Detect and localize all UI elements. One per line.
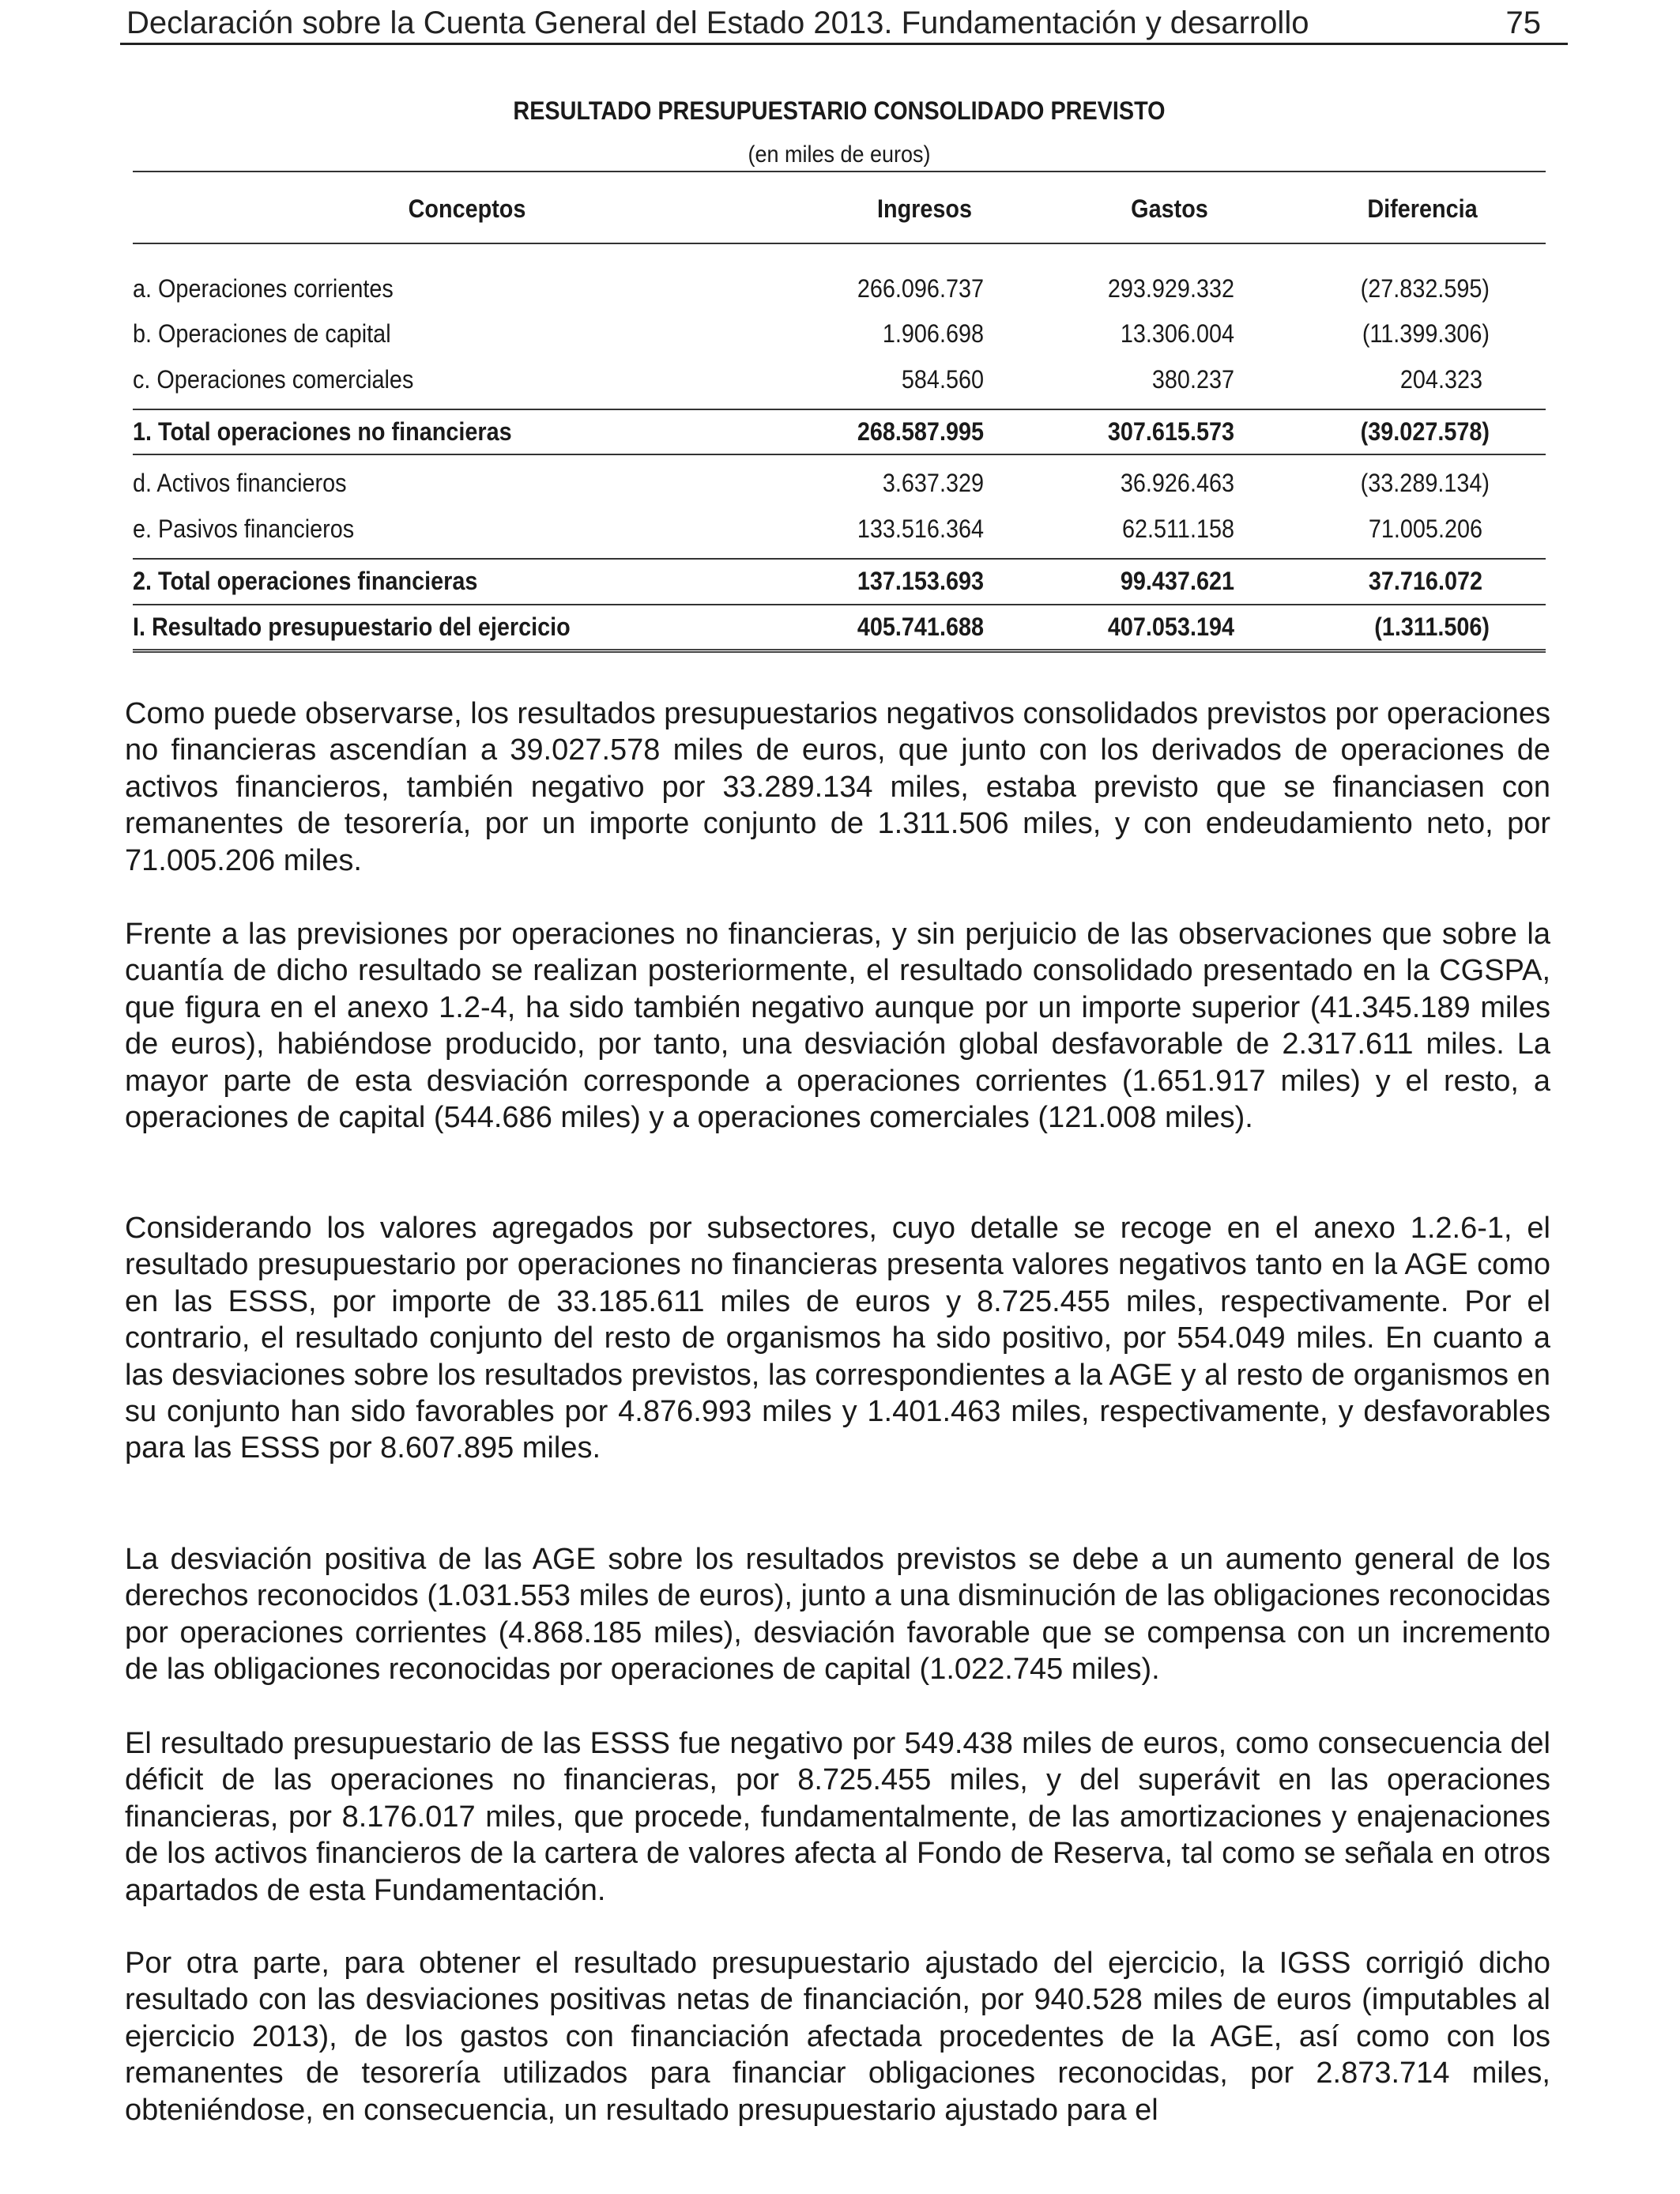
row-gastos: 407.053.194 [1107,613,1234,641]
table-title: RESULTADO PRESUPUESTARIO CONSOLIDADO PREVISTO [513,96,1166,125]
row-gastos: 99.437.621 [1120,567,1234,595]
table-subtitle: (en miles de euros) [748,141,931,168]
row-diferencia: (33.289.134) [1360,469,1490,497]
row-concept: I. Resultado presupuestario del ejercicio [133,613,571,641]
header-conceptos: Conceptos [408,194,526,223]
row-concept: e. Pasivos financieros [133,515,355,543]
row-ingresos: 1.906.698 [882,319,984,348]
row-diferencia: 71.005.206 [1368,515,1482,543]
table-top-rule [133,171,1546,172]
row-gastos: 13.306.004 [1120,319,1234,348]
row-ingresos: 405.741.688 [857,613,984,641]
rule-after-total-1 [133,454,1546,455]
row-diferencia: (27.832.595) [1360,274,1490,303]
page-number: 75 [1505,6,1541,40]
row-concept: d. Activos financieros [133,469,347,497]
header-gastos: Gastos [1131,194,1208,223]
row-concept: 2. Total operaciones financieras [133,567,478,595]
row-gastos: 36.926.463 [1120,469,1234,497]
running-header [120,3,1568,45]
row-ingresos: 584.560 [901,365,984,394]
row-concept: b. Operaciones de capital [133,319,391,348]
paragraph-4: La desviación positiva de las AGE sobre los resultados previstos se debe a un aumento general de los derechos reconocidos (1.031.553 miles de euros), junto a una disminución de las obligaciones reconocidas por operaciones corrientes (4.868.185 miles), desviación favorable que se compensa con un incremento de las obligaciones reconocidas por operaciones de capital (1.022.745 miles). [125,1543,1550,1687]
header-bottom-rule [133,243,1546,244]
row-diferencia: (11.399.306) [1362,319,1490,348]
table-bottom-double-rule [133,649,1546,653]
header-diferencia: Diferencia [1367,194,1478,223]
header-ingresos: Ingresos [876,194,973,223]
row-concept: c. Operaciones comerciales [133,365,414,394]
paragraph-3: Considerando los valores agregados por subsectores, cuyo detalle se recoge en el anexo 1.2.6-1, el resultado presupuestario por operaciones no financieras presenta valores negativos tanto en la AGE como en las ESSS, por importe de 33.185.611 miles de euros y 8.725.455 miles, respectivamente. Por el contrario, el resultado conjunto del resto de organismos ha sido positivo, por 554.049 miles. En cuanto a las desviaciones sobre los resultados previstos, las correspondientes a la AGE y al resto de organismos en su conjunto han sido favorables por 4.876.993 miles y 1.401.463 miles, respectivamente, y desfavorables para las ESSS por 8.607.895 miles. [125,1212,1550,1465]
paragraph-1: Como puede observarse, los resultados presupuestarios negativos consolidados previstos por operaciones no financieras ascendían a 39.027.578 miles de euros, que junto con los derivados de operaciones de activos financieros, también negativo por 33.289.134 miles, estaba previsto que se financiasen con remanentes de tesorería, por un importe conjunto de 1.311.506 miles, y con endeudamiento neto, por 71.005.206 miles. [125,697,1550,877]
rule-before-total-2 [133,558,1546,560]
paragraph-6: Por otra parte, para obtener el resultado presupuestario ajustado del ejercicio, la IGSS corrigió dicho resultado con las desviaciones positivas netas de financiación, por 940.528 miles de euros (imputables al ejercicio 2013), de los gastos con financiación afectada procedentes de la AGE, así como con los remanentes de tesorería utilizados para financiar obligaciones reconocidas, por 2.873.714 miles, obteniéndose, en consecuencia, un resultado presupuestario ajustado para el [125,1947,1550,2127]
rule-before-result [133,604,1546,605]
paragraph-2: Frente a las previsiones por operaciones no financieras, y sin perjuicio de las observaciones que sobre la cuantía de dicho resultado se realizan posteriormente, el resultado consolidado presentado en la CGSPA, que figura en el anexo 1.2-4, ha sido también negativo aunque por un importe superior (41.345.189 miles de euros), habiéndose producido, por tanto, una desviación global desfavorable de 2.317.611 miles. La mayor parte de esta desviación corresponde a operaciones corrientes (1.651.917 miles) y el resto, a operaciones de capital (544.686 miles) y a operaciones comerciales (121.008 miles). [125,918,1550,1135]
row-ingresos: 3.637.329 [882,469,984,497]
row-diferencia: (39.027.578) [1360,417,1490,446]
row-ingresos: 268.587.995 [857,417,984,446]
rule-before-total-1 [133,409,1546,410]
row-ingresos: 133.516.364 [857,515,984,543]
row-diferencia: (1.311.506) [1374,613,1490,641]
row-ingresos: 266.096.737 [857,274,984,303]
paragraph-5: El resultado presupuestario de las ESSS fue negativo por 549.438 miles de euros, como consecuencia del déficit de las operaciones no financieras, por 8.725.455 miles, y del superávit en las operaciones financieras, por 8.176.017 miles, que procede, fundamentalmente, de las amortizaciones y enajenaciones de los activos financieros de la cartera de valores afecta al Fondo de Reserva, tal como se señala en otros apartados de esta Fundamentación. [125,1727,1550,1907]
row-diferencia: 204.323 [1399,365,1482,394]
row-gastos: 62.511.158 [1121,515,1234,543]
running-header-title: Declaración sobre la Cuenta General del Estado 2013. Fundamentación y desarrollo [126,6,1309,40]
row-gastos: 293.929.332 [1107,274,1234,303]
row-concept: 1. Total operaciones no financieras [133,417,512,446]
row-gastos: 380.237 [1151,365,1234,394]
row-ingresos: 137.153.693 [857,567,984,595]
row-diferencia: 37.716.072 [1368,567,1482,595]
row-concept: a. Operaciones corrientes [133,274,394,303]
row-gastos: 307.615.573 [1107,417,1234,446]
